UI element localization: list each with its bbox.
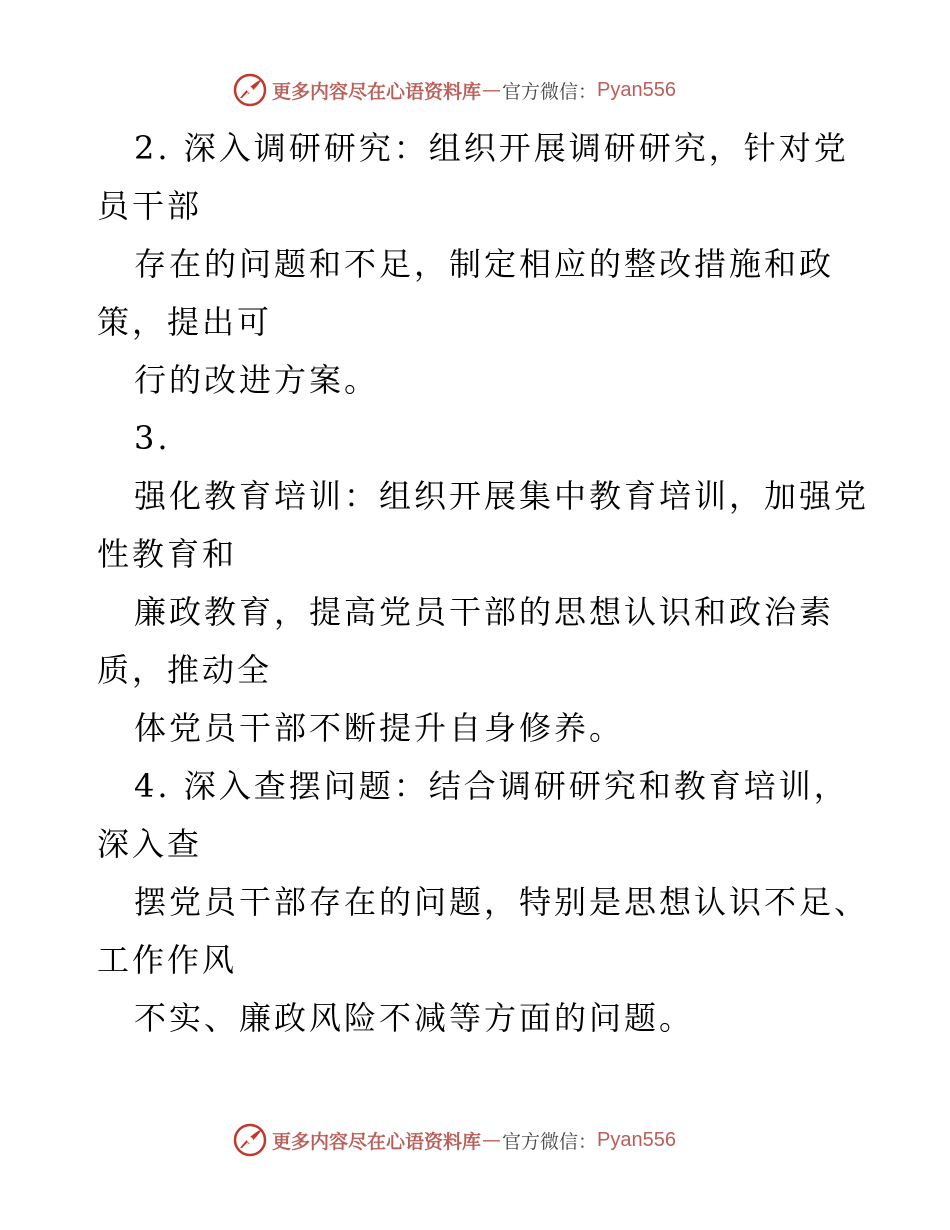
watermark-wechat-id: Pyan556 — [597, 78, 676, 101]
watermark-official-text: 官方微信： — [502, 1130, 598, 1153]
text-line: 廉政教育，提高党员干部的思想认识和政治素 — [134, 593, 835, 631]
text-line: 2. 深入调研研究：组织开展调研研究，针对党 — [134, 129, 849, 167]
text-line: 员干部 — [97, 187, 203, 225]
header-watermark — [232, 72, 676, 108]
watermark-main-text: 更多内容尽在心语资料库 — [272, 80, 482, 103]
text-line: 摆党员干部存在的问题，特别是思想认识不足、 — [134, 883, 870, 921]
watermark-main-text: 更多内容尽在心语资料库 — [272, 1130, 482, 1153]
watermark-dash: — — [482, 79, 502, 101]
text-line: 深入查 — [97, 825, 203, 863]
feather-pen-logo-icon — [232, 72, 268, 108]
text-line: 强化教育培训：组织开展集中教育培训，加强党 — [134, 477, 870, 515]
text-line: 存在的问题和不足，制定相应的整改措施和政 — [134, 245, 835, 283]
text-line: 3. — [134, 419, 171, 457]
text-line: 策，提出可 — [97, 303, 273, 341]
watermark-wechat-id: Pyan556 — [597, 1128, 676, 1151]
text-line: 不实、廉政风险不减等方面的问题。 — [134, 999, 695, 1037]
text-line: 性教育和 — [97, 535, 238, 573]
text-line: 工作作风 — [97, 941, 238, 979]
text-line: 4. 深入查摆问题：结合调研研究和教育培训， — [134, 767, 849, 805]
footer-watermark — [232, 1122, 676, 1158]
feather-pen-logo-icon — [232, 1122, 268, 1158]
text-line: 体党员干部不断提升自身修养。 — [134, 709, 625, 747]
watermark-dash: — — [482, 1129, 502, 1151]
watermark-official-text: 官方微信： — [502, 80, 598, 103]
text-line: 质，推动全 — [97, 651, 273, 689]
text-line: 行的改进方案。 — [134, 361, 380, 399]
